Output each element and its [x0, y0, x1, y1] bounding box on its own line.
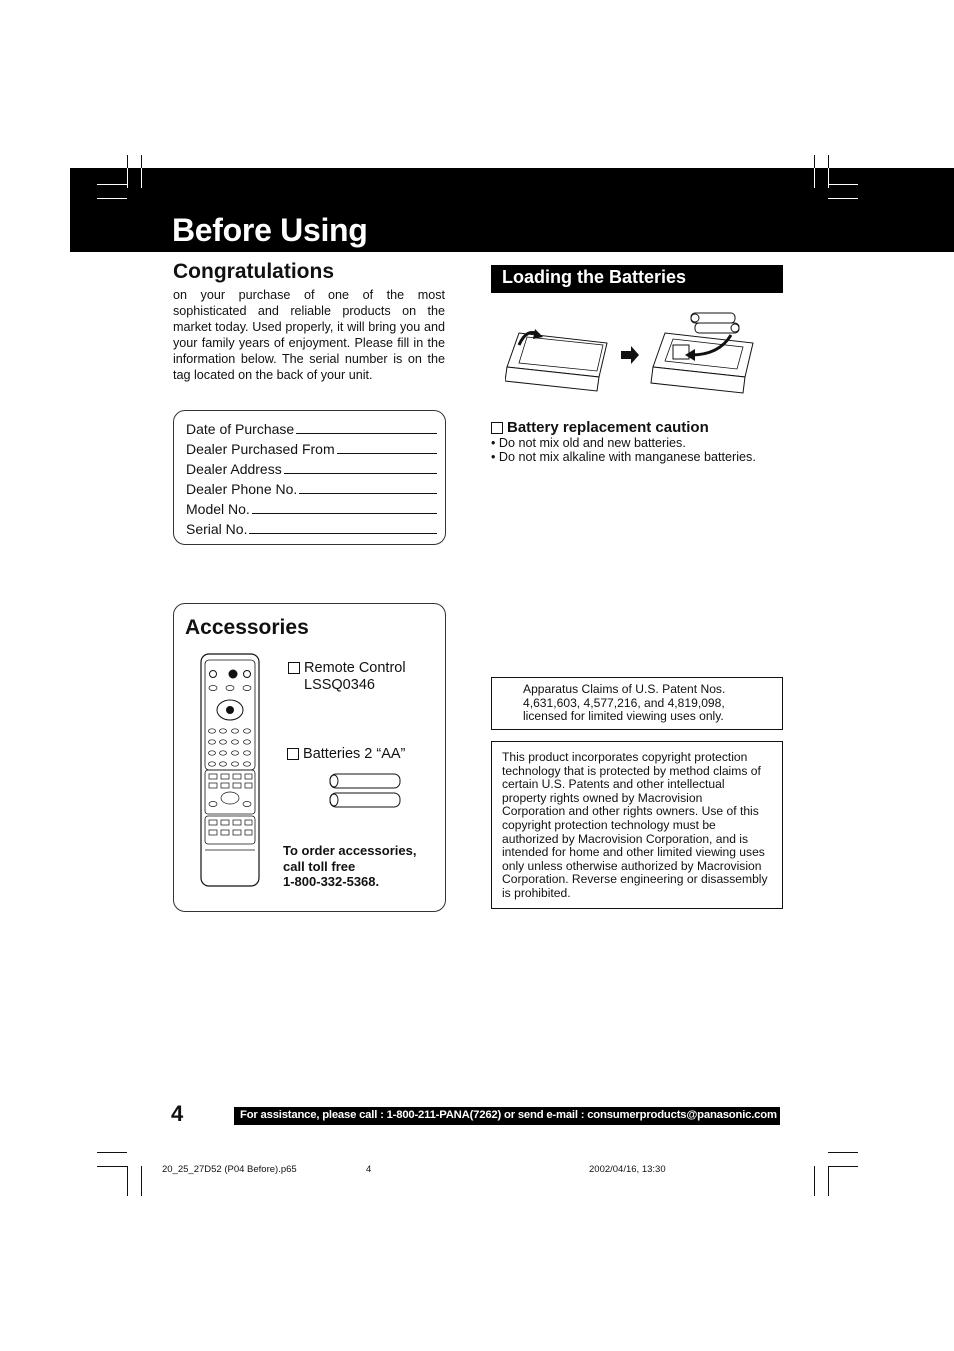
- crop-mark: [97, 198, 127, 199]
- fill-line: [337, 453, 437, 454]
- model-no-field[interactable]: [186, 497, 437, 517]
- crop-mark: [141, 168, 142, 188]
- page-title: Before Using: [172, 212, 368, 248]
- crop-mark: [828, 168, 829, 188]
- slug-filename: 20_25_27D52 (P04 Before).p65: [162, 1164, 297, 1175]
- crop-mark: [828, 1166, 829, 1196]
- batteries-item: [287, 746, 405, 762]
- assistance-text: For assistance, please call : 1-800-211-PANA(7262) or send e-mail : consumerproducts@panasonic.com: [240, 1109, 777, 1121]
- caution-title-text: Battery replacement caution: [507, 419, 709, 436]
- serial-no-field[interactable]: [186, 517, 437, 537]
- list-item: • Do not mix old and new batteries.: [491, 436, 756, 450]
- field-label: Dealer Phone No.: [186, 481, 298, 497]
- dealer-purchased-from-field[interactable]: [186, 437, 437, 457]
- field-label: Dealer Purchased From: [186, 441, 335, 457]
- order-accessories-text: [283, 843, 416, 890]
- congratulations-text: on your purchase of one of the most sophisticated and reliable products on the market today. Used properly, it will bring you and your family years of enjoyment. Please fill in the information below. The serial number is on the tag located on the back of your unit.: [173, 288, 445, 382]
- patent-notice-text: Apparatus Claims of U.S. Patent Nos. 4,631,603, 4,577,216, and 4,819,098, licensed for limited viewing uses only.: [523, 682, 726, 724]
- crop-mark: [141, 1166, 142, 1196]
- batteries-label: Batteries 2 “AA”: [303, 746, 406, 762]
- field-label: Model No.: [186, 501, 250, 517]
- congratulations-heading: Congratulations: [173, 260, 334, 283]
- checkbox-icon: [288, 662, 300, 674]
- remote-control-item: [288, 660, 406, 694]
- fill-line: [284, 473, 437, 474]
- slug-page: 4: [366, 1164, 372, 1175]
- remote-model-number: LSSQ0346: [304, 677, 375, 693]
- remote-control-illustration: [199, 652, 263, 888]
- patent-notice: [491, 677, 783, 730]
- crop-mark: [814, 168, 815, 188]
- purchase-info-form: [173, 410, 446, 545]
- crop-mark: [127, 168, 128, 188]
- crop-mark: [97, 1152, 127, 1153]
- crop-mark: [814, 1166, 815, 1196]
- remote-control-label: Remote Control: [304, 660, 406, 676]
- crop-mark: [97, 1166, 127, 1167]
- field-label: Dealer Address: [186, 461, 282, 477]
- crop-mark: [828, 1166, 858, 1167]
- copyright-notice: [491, 741, 783, 909]
- crop-mark: [828, 184, 858, 185]
- battery-caution-list: [491, 436, 756, 464]
- fill-line: [299, 493, 437, 494]
- order-phone-number: 1-800-332-5368.: [283, 874, 380, 889]
- battery-caution-heading: [491, 419, 709, 436]
- dealer-address-field[interactable]: [186, 457, 437, 477]
- accessories-heading: Accessories: [185, 616, 309, 639]
- field-label: Date of Purchase: [186, 421, 295, 437]
- crop-mark: [97, 184, 127, 185]
- fill-line: [252, 513, 437, 514]
- crop-mark: [828, 1152, 858, 1153]
- crop-mark: [127, 1166, 128, 1196]
- date-of-purchase-field[interactable]: [186, 417, 437, 437]
- order-line-2: call toll free: [283, 858, 356, 874]
- fill-line: [296, 433, 437, 434]
- aa-batteries-icon: [326, 772, 402, 810]
- checkbox-icon: [491, 422, 503, 434]
- slug-timestamp: 2002/04/16, 13:30: [589, 1164, 666, 1175]
- order-line-1: To order accessories,: [283, 843, 417, 858]
- field-label: Serial No.: [186, 521, 248, 537]
- crop-mark: [828, 198, 858, 199]
- fill-line: [249, 533, 437, 534]
- checkbox-icon: [287, 748, 299, 760]
- batteries-heading: Loading the Batteries: [502, 267, 687, 287]
- page-number: 4: [171, 1101, 184, 1126]
- copyright-notice-text: This product incorporates copyright protection technology that is protected by method claims of certain U.S. Patents and other intellectual property rights owned by Macrovision Corporation and other rights owners. Use of this copyright protection technology must be authorized by Macrovision Corporation, and is intended for home and other limited viewing uses only unless otherwise authorized by Macrovision Corporation. Reverse engineering or disassembly is prohibited.: [502, 750, 768, 900]
- list-item: • Do not mix alkaline with manganese batteries.: [491, 450, 756, 464]
- dealer-phone-field[interactable]: [186, 477, 437, 497]
- battery-loading-illustration: [505, 305, 765, 403]
